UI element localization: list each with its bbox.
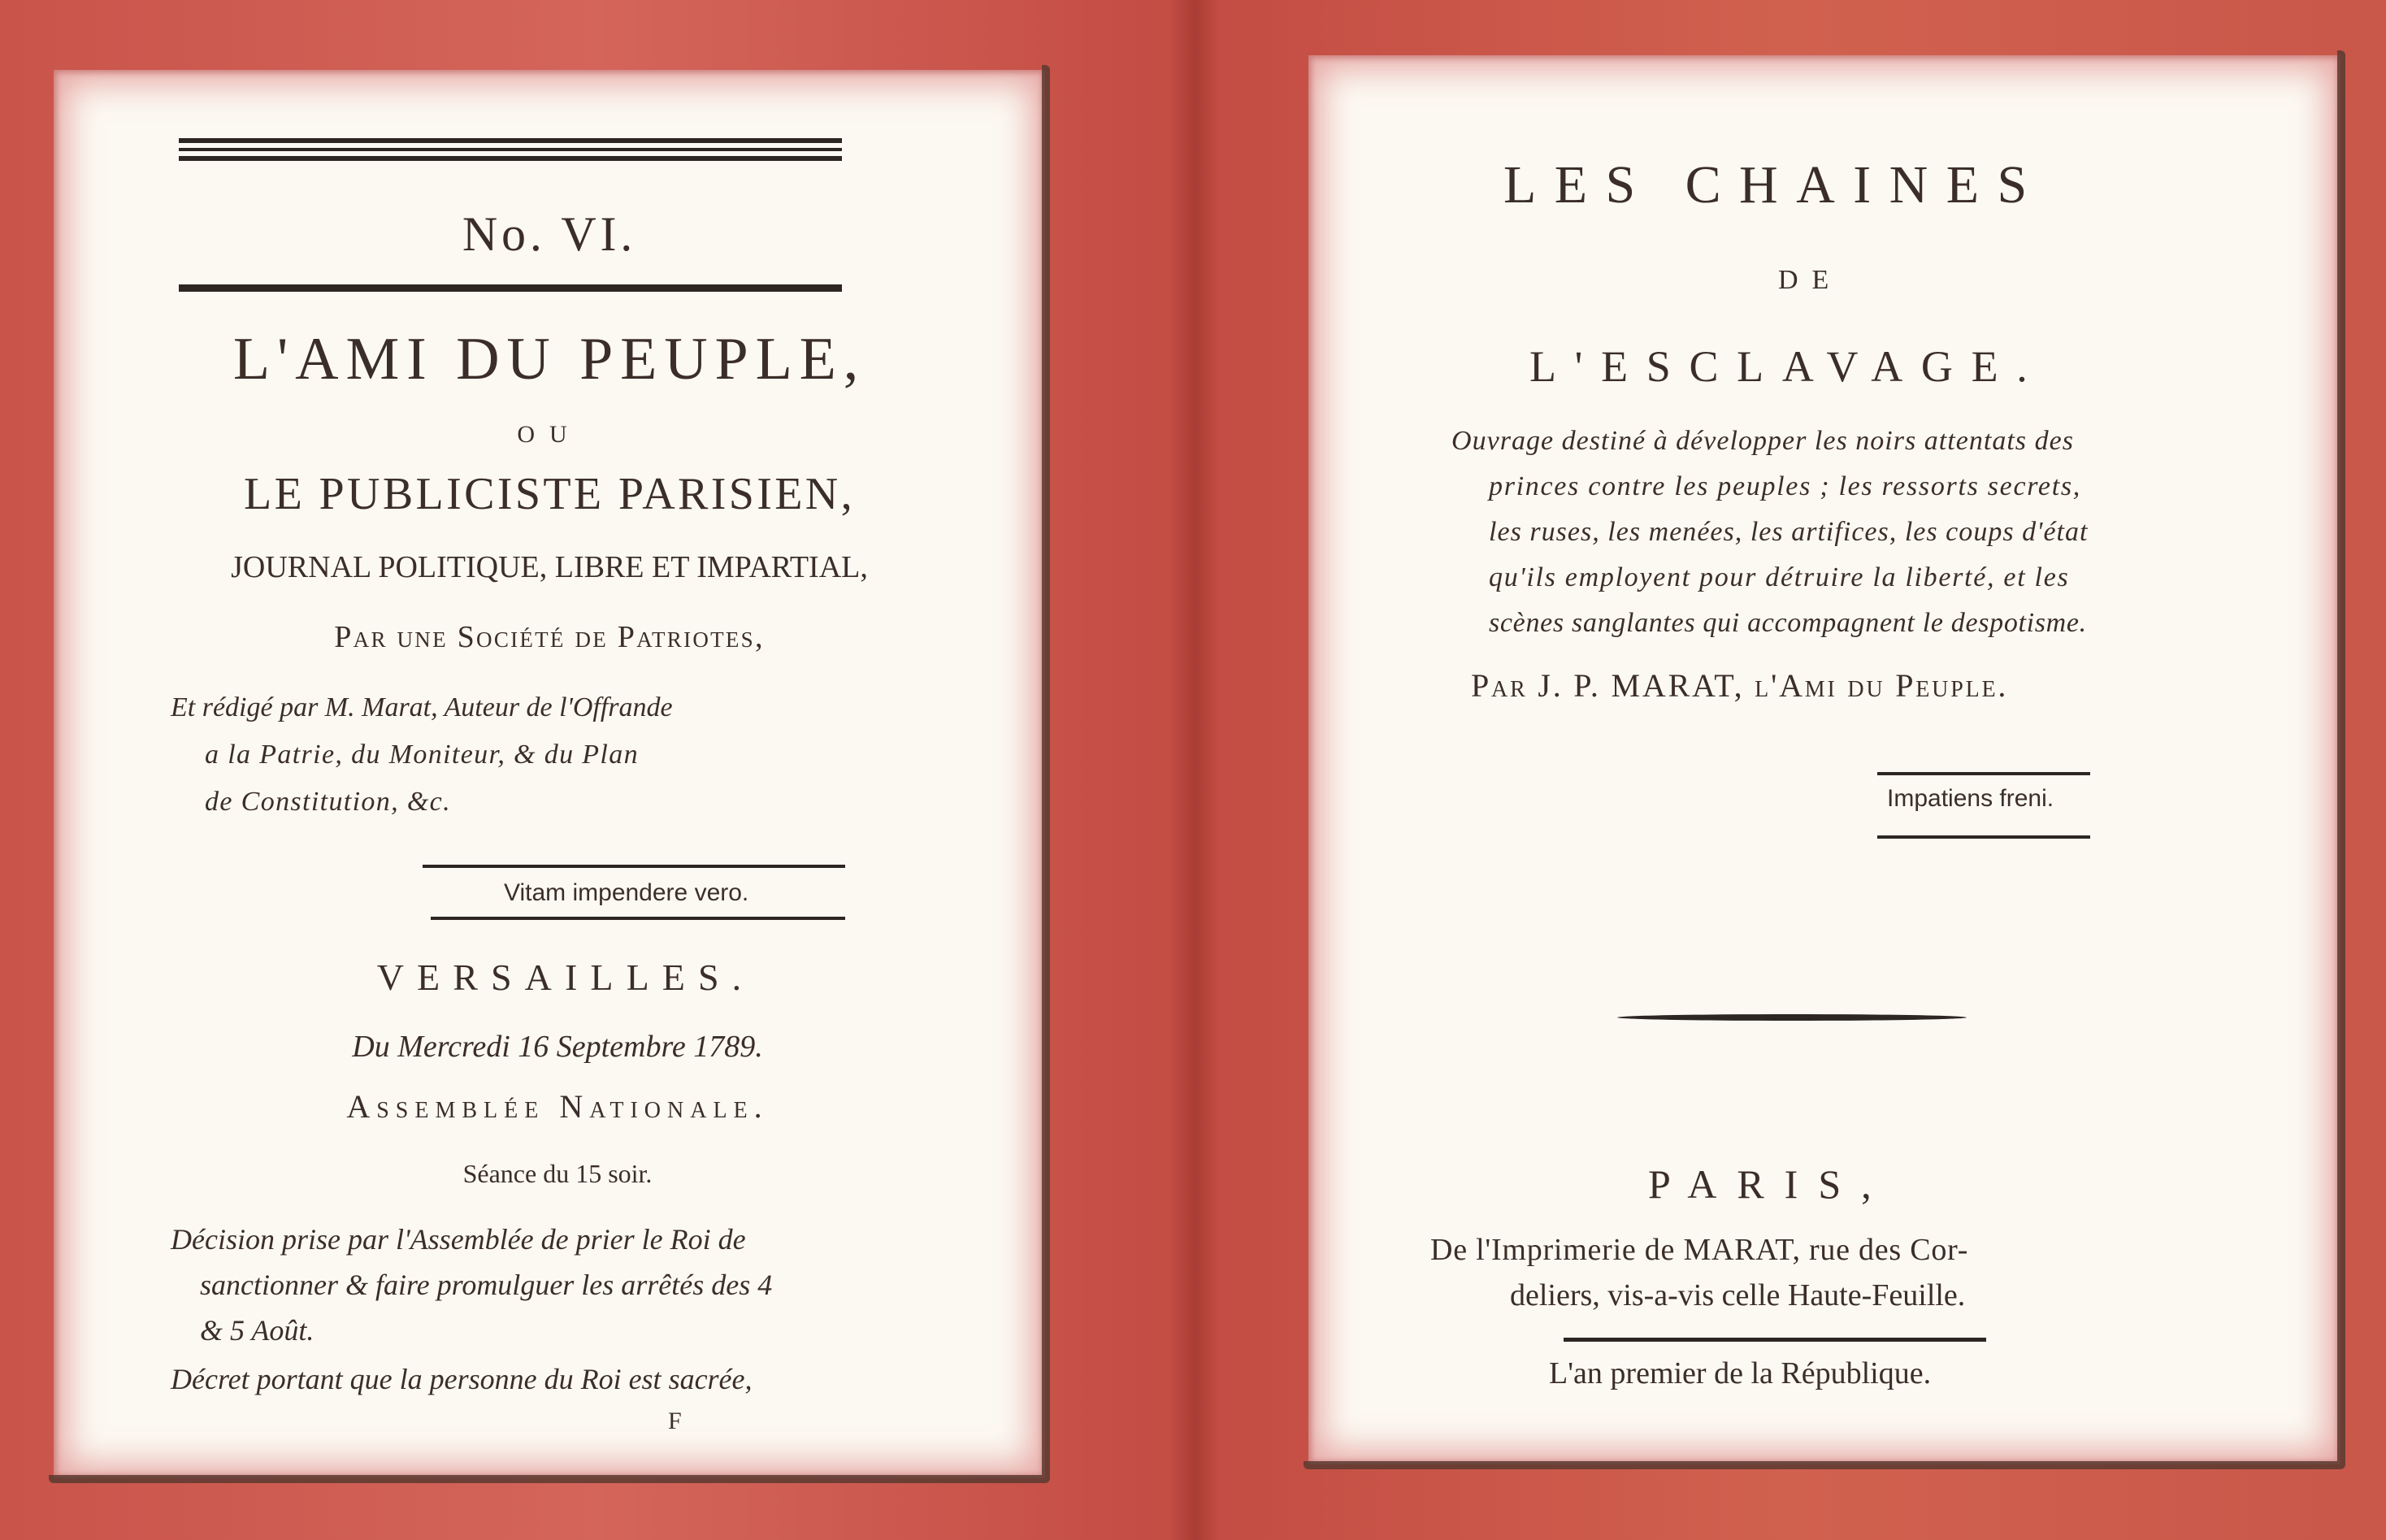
book-title-line-3: L'ESCLAVAGE.: [1529, 342, 2046, 391]
right-page-chaines-esclavage: [1308, 55, 2340, 1464]
description-line-2: princes contre les peuples ; les ressorts secrets,: [1489, 471, 2081, 501]
decree-line: Décret portant que la personne du Roi est sacrée,: [171, 1363, 753, 1395]
issue-number: No. VI.: [462, 207, 637, 261]
journal-subtitle: LE PUBLICISTE PARISIEN,: [244, 469, 855, 519]
ornamental-divider: [1617, 1014, 1967, 1021]
editor-line-2: a la Patrie, du Moniteur, & du Plan: [205, 740, 639, 770]
top-double-rule-middle: [179, 148, 842, 151]
signature-mark: F: [668, 1408, 682, 1434]
motto-rule-upper: [1877, 772, 2090, 775]
book-spine: [1170, 0, 1219, 1540]
description-line-5: scènes sanglantes qui accompagnent le despotisme.: [1489, 608, 2087, 638]
motto-rule-lower: [431, 917, 845, 920]
editor-line-1: Et rédigé par M. Marat, Auteur de l'Offrande: [171, 692, 673, 722]
place-versailles: VERSAILLES.: [376, 957, 755, 998]
issue-rule: [179, 284, 842, 292]
top-double-rule-lower: [179, 156, 842, 161]
motto: Vitam impendere vero.: [504, 879, 749, 906]
issue-date: Du Mercredi 16 Septembre 1789.: [352, 1030, 763, 1064]
description-line-3: les ruses, les menées, les artifices, les coups d'état: [1489, 517, 2089, 547]
author-line: Par J. P. MARAT, l'Ami du Peuple.: [1471, 667, 2009, 704]
imprint-line-1: De l'Imprimerie de MARAT, rue des Cor-: [1430, 1233, 1969, 1267]
society-line: Par une Société de Patriotes,: [334, 620, 765, 654]
description-line-1: Ouvrage destiné à développer les noirs attentats des: [1451, 426, 2074, 456]
decision-line-3: & 5 Août.: [200, 1314, 315, 1347]
city-paris: PARIS,: [1648, 1161, 1892, 1207]
journal-description: JOURNAL POLITIQUE, LIBRE ET IMPARTIAL,: [231, 550, 868, 584]
book-title-line-2: DE: [1778, 265, 1843, 295]
journal-title: L'AMI DU PEUPLE,: [232, 326, 866, 393]
decision-line-2: sanctionner & faire promulguer les arrêtés des 4: [200, 1269, 773, 1301]
motto-rule-lower: [1877, 835, 2090, 839]
imprint-rule: [1564, 1338, 1986, 1342]
assembly-heading: Assemblée Nationale.: [346, 1088, 769, 1125]
motto-rule-upper: [423, 865, 845, 868]
editor-line-3: de Constitution, &c.: [205, 787, 451, 817]
conjunction-ou: OU: [517, 421, 582, 448]
session-line: Séance du 15 soir.: [462, 1159, 653, 1188]
year-line: L'an premier de la République.: [1549, 1356, 1932, 1390]
left-page-ami-du-peuple: [54, 70, 1045, 1478]
top-double-rule-upper: [179, 138, 842, 143]
motto: Impatiens freni.: [1887, 785, 2054, 812]
decision-line-1: Décision prise par l'Assemblée de prier le Roi de: [171, 1223, 746, 1256]
book-title-line-1: LES CHAINES: [1503, 155, 2045, 215]
description-line-4: qu'ils employent pour détruire la liberté, et les: [1489, 562, 2070, 592]
imprint-line-2: deliers, vis-a-vis celle Haute-Feuille.: [1510, 1278, 1966, 1312]
